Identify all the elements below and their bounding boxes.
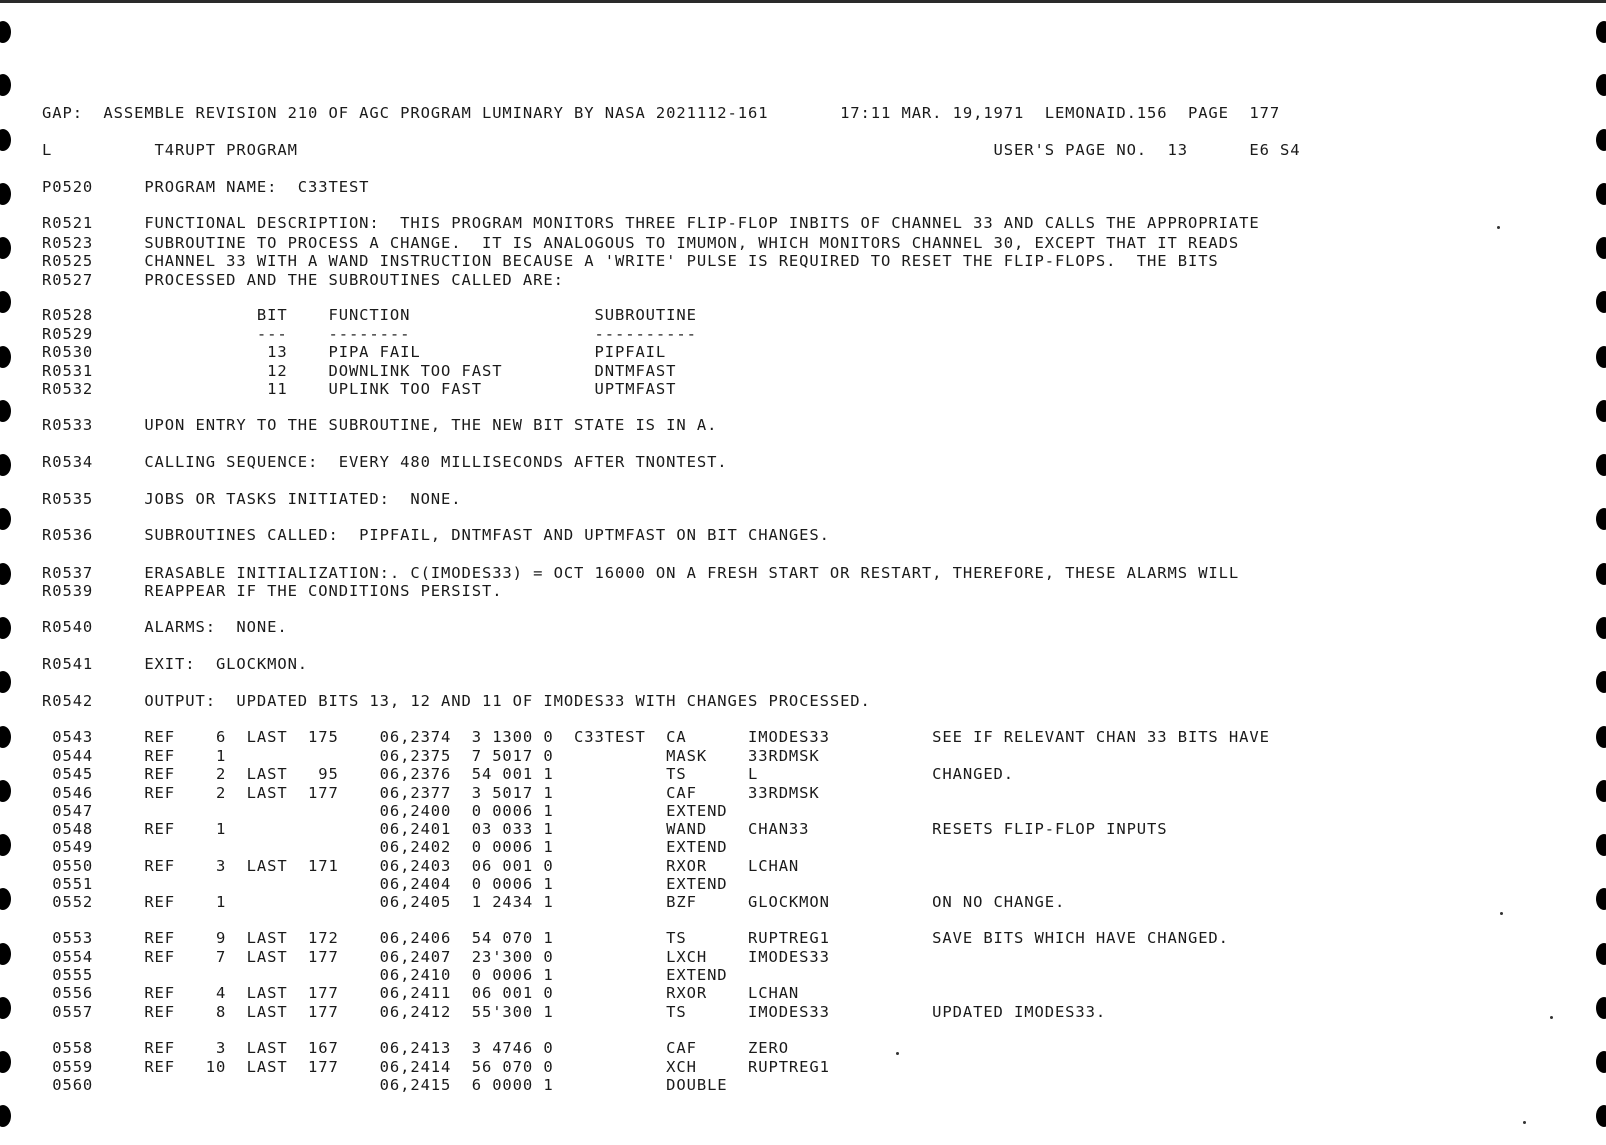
left-feed-hole xyxy=(0,508,11,530)
listing-line: R0523 SUBROUTINE TO PROCESS A CHANGE. IT IS ANALOGOUS TO IMUMON, WHICH MONITORS CHANNEL 30, EXCEPT THAT IT READS xyxy=(42,234,1240,252)
code-line: 0557 REF 8 LAST 177 06,2412 55'300 1 TS IMODES33 UPDATED IMODES33. xyxy=(42,1003,1107,1021)
scan-speck xyxy=(1550,1016,1553,1019)
code-line: 0543 REF 6 LAST 175 06,2374 3 1300 0 C33TEST CA IMODES33 SEE IF RELEVANT CHAN 33 BITS HAVE xyxy=(42,728,1270,746)
right-feed-hole xyxy=(1596,671,1606,693)
code-line: 0555 06,2410 0 0006 1 EXTEND xyxy=(42,966,728,984)
code-line: 0556 REF 4 LAST 177 06,2411 06 001 0 RXOR LCHAN xyxy=(42,984,800,1002)
listing-line: R0528 BIT FUNCTION SUBROUTINE xyxy=(42,306,697,324)
listing-line: R0532 11 UPLINK TOO FAST UPTMFAST xyxy=(42,380,677,398)
listing-line: R0527 PROCESSED AND THE SUBROUTINES CALLED ARE: xyxy=(42,271,564,289)
right-feed-hole xyxy=(1596,997,1606,1019)
left-feed-hole xyxy=(0,237,11,259)
left-feed-hole xyxy=(0,671,11,693)
code-line: 0548 REF 1 06,2401 03 033 1 WAND CHAN33 RESETS FLIP-FLOP INPUTS xyxy=(42,820,1168,838)
listing-line: R0530 13 PIPA FAIL PIPFAIL xyxy=(42,343,667,361)
right-feed-hole xyxy=(1596,1105,1606,1127)
left-feed-hole xyxy=(0,21,11,43)
right-feed-hole xyxy=(1596,834,1606,856)
listing-line: R0541 EXIT: GLOCKMON. xyxy=(42,655,309,673)
code-line: 0559 REF 10 LAST 177 06,2414 56 070 0 XCH RUPTREG1 xyxy=(42,1058,830,1076)
listing-line: R0533 UPON ENTRY TO THE SUBROUTINE, THE NEW BIT STATE IS IN A. xyxy=(42,416,718,434)
right-feed-hole xyxy=(1596,726,1606,748)
listing-line: R0536 SUBROUTINES CALLED: PIPFAIL, DNTMFAST AND UPTMFAST ON BIT CHANGES. xyxy=(42,526,830,544)
left-feed-hole xyxy=(0,780,11,802)
scan-speck xyxy=(896,1052,899,1055)
left-feed-hole xyxy=(0,74,11,96)
listing-line: R0537 ERASABLE INITIALIZATION:. C(IMODES33) = OCT 16000 ON A FRESH START OR RESTART, THEREFORE, THESE ALARMS WILL xyxy=(42,564,1240,582)
listing-line: R0525 CHANNEL 33 WITH A WAND INSTRUCTION BECAUSE A 'WRITE' PULSE IS REQUIRED TO RESET THE FLIP-FLOPS. THE BITS xyxy=(42,252,1219,270)
left-feed-hole xyxy=(0,617,11,639)
right-feed-hole xyxy=(1596,291,1606,313)
code-line: 0558 REF 3 LAST 167 06,2413 3 4746 0 CAF ZERO xyxy=(42,1039,789,1057)
code-line: 0552 REF 1 06,2405 1 2434 1 BZF GLOCKMON ON NO CHANGE. xyxy=(42,893,1066,911)
listing-line: R0540 ALARMS: NONE. xyxy=(42,618,288,636)
right-feed-hole xyxy=(1596,183,1606,205)
listing-line: R0534 CALLING SEQUENCE: EVERY 480 MILLISECONDS AFTER TNONTEST. xyxy=(42,453,728,471)
code-line: 0551 06,2404 0 0006 1 EXTEND xyxy=(42,875,728,893)
right-feed-hole xyxy=(1596,943,1606,965)
left-feed-hole xyxy=(0,726,11,748)
code-line: 0554 REF 7 LAST 177 06,2407 23'300 0 LXCH IMODES33 xyxy=(42,948,830,966)
code-line: 0547 06,2400 0 0006 1 EXTEND xyxy=(42,802,728,820)
left-feed-hole xyxy=(0,183,11,205)
listing-line: R0521 FUNCTIONAL DESCRIPTION: THIS PROGRAM MONITORS THREE FLIP-FLOP INBITS OF CHANNEL 33 AND CALLS THE APPROPRIATE xyxy=(42,214,1260,232)
left-feed-hole xyxy=(0,563,11,585)
left-feed-hole xyxy=(0,1105,11,1127)
left-feed-hole xyxy=(0,129,11,151)
listing-line: R0531 12 DOWNLINK TOO FAST DNTMFAST xyxy=(42,362,677,380)
right-feed-hole xyxy=(1596,237,1606,259)
scan-speck xyxy=(1497,226,1500,229)
listing-line: R0529 --- -------- ---------- xyxy=(42,325,697,343)
program-subheader: L T4RUPT PROGRAM USER'S PAGE NO. 13 E6 S4 xyxy=(42,141,1301,159)
left-feed-hole xyxy=(0,346,11,368)
right-feed-hole xyxy=(1596,400,1606,422)
right-feed-hole xyxy=(1596,129,1606,151)
left-feed-hole xyxy=(0,400,11,422)
right-feed-hole xyxy=(1596,346,1606,368)
code-line: 0544 REF 1 06,2375 7 5017 0 MASK 33RDMSK xyxy=(42,747,820,765)
code-line: 0560 06,2415 6 0000 1 DOUBLE xyxy=(42,1076,728,1094)
code-line: 0545 REF 2 LAST 95 06,2376 54 001 1 TS L CHANGED. xyxy=(42,765,1015,783)
listing-line: R0539 REAPPEAR IF THE CONDITIONS PERSIST. xyxy=(42,582,503,600)
left-feed-hole xyxy=(0,997,11,1019)
listing-line: R0535 JOBS OR TASKS INITIATED: NONE. xyxy=(42,490,462,508)
left-feed-hole xyxy=(0,834,11,856)
code-line: 0549 06,2402 0 0006 1 EXTEND xyxy=(42,838,728,856)
left-feed-hole xyxy=(0,454,11,476)
right-feed-hole xyxy=(1596,508,1606,530)
listing-line: P0520 PROGRAM NAME: C33TEST xyxy=(42,178,370,196)
left-feed-hole xyxy=(0,888,11,910)
code-line: 0553 REF 9 LAST 172 06,2406 54 070 1 TS RUPTREG1 SAVE BITS WHICH HAVE CHANGED. xyxy=(42,929,1229,947)
listing-line: R0542 OUTPUT: UPDATED BITS 13, 12 AND 11 OF IMODES33 WITH CHANGES PROCESSED. xyxy=(42,692,871,710)
right-feed-hole xyxy=(1596,1051,1606,1073)
right-feed-hole xyxy=(1596,888,1606,910)
left-feed-hole xyxy=(0,291,11,313)
right-feed-hole xyxy=(1596,74,1606,96)
right-feed-hole xyxy=(1596,780,1606,802)
code-line: 0546 REF 2 LAST 177 06,2377 3 5017 1 CAF 33RDMSK xyxy=(42,784,820,802)
scan-speck xyxy=(1500,912,1503,915)
left-feed-hole xyxy=(0,1051,11,1073)
scan-speck xyxy=(1523,1121,1526,1124)
right-feed-hole xyxy=(1596,617,1606,639)
right-feed-hole xyxy=(1596,21,1606,43)
code-line: 0550 REF 3 LAST 171 06,2403 06 001 0 RXOR LCHAN xyxy=(42,857,800,875)
right-feed-hole xyxy=(1596,563,1606,585)
assembly-header: GAP: ASSEMBLE REVISION 210 OF AGC PROGRAM LUMINARY BY NASA 2021112-161 17:11 MAR. 19,1971 LEMONAID.156 PAGE 177 xyxy=(42,104,1281,122)
left-feed-hole xyxy=(0,943,11,965)
paper-top-edge xyxy=(0,0,1606,3)
right-feed-hole xyxy=(1596,454,1606,476)
